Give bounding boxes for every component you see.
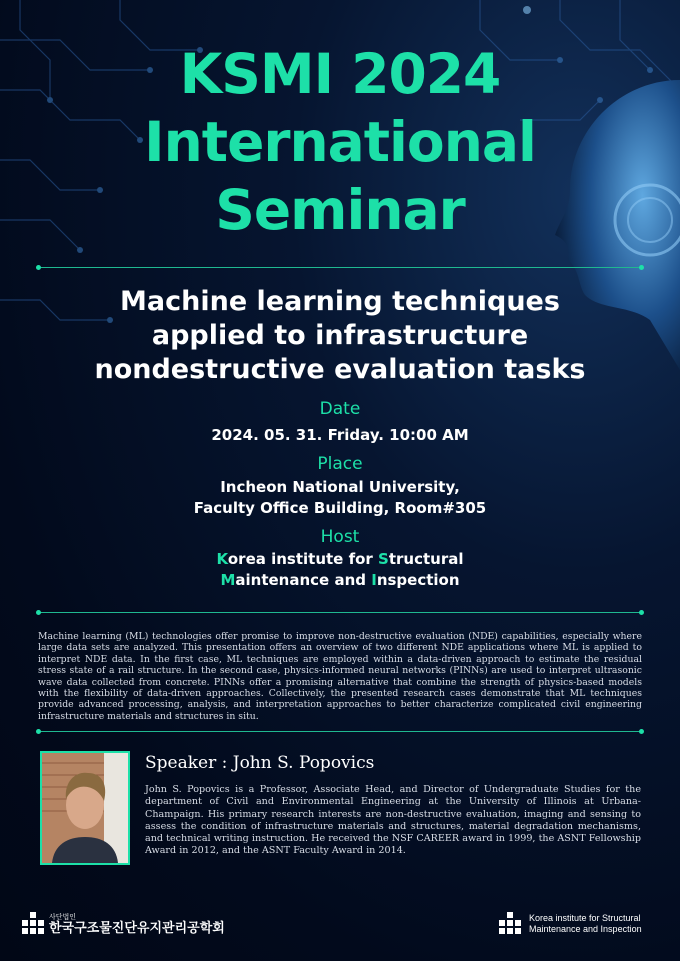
- ksmi-logo-icon: [22, 912, 46, 936]
- footer-korean-name: 한국구조물진단유지관리공학회: [49, 921, 225, 936]
- speaker-heading: Speaker : John S. Popovics: [145, 753, 375, 773]
- footer-english-line-2: Maintenance and Inspection: [529, 924, 642, 934]
- host-line-2: Maintenance and Inspection: [220, 571, 460, 589]
- talk-title-line-1: Machine learning techniques: [120, 286, 560, 317]
- place-line-2: Faculty Office Building, Room#305: [193, 499, 487, 517]
- date-value: 2024. 05. 31. Friday. 10:00 AM: [211, 426, 469, 444]
- title-line-1: KSMI 2024: [179, 42, 501, 106]
- host-value: [0, 549, 680, 591]
- place-value: [0, 477, 680, 519]
- seminar-title: [0, 40, 680, 244]
- host-label: Host: [320, 527, 360, 547]
- footer-korean-prefix: 사단법인: [49, 913, 77, 921]
- talk-title-line-2: applied to infrastructure: [151, 320, 529, 351]
- host-line-1: Korea institute for Structural: [216, 550, 464, 568]
- footer-logo-english: [499, 912, 642, 936]
- title-line-3: Seminar: [215, 178, 465, 242]
- speaker-bio: John S. Popovics is a Professor, Associate Head, and Director of Undergraduate Studies for the department of Civil and Environmental Engineering at the University of Illinois at Urbana-Champaign. His primary research interests are non-destructive evaluation, imaging and sensing to assess the condition of infrastructure materials and structures, material degradation mechanisms, and technical writing instruction. He received the NSF CAREER award in 1999, the ASNT Fellowship Award in 2012, and the ASNT Faculty Award in 2014.: [145, 784, 641, 857]
- speaker-photo: [40, 751, 130, 865]
- divider-middle: [38, 612, 642, 613]
- place-label: Place: [317, 454, 363, 474]
- title-line-2: International: [144, 110, 536, 174]
- talk-title: [0, 285, 680, 387]
- ksmi-logo-icon-right: [499, 912, 523, 936]
- abstract-text: Machine learning (ML) technologies offer promise to improve non-destructive evaluation (NDE) capabilities, especially where large data sets are analyzed. This presentation offers an overview of two different NDE applications where ML is applied to interpret NDE data. In the first case, ML techniques are employed within a data-driven approach to estimate the residual stress state of a rail structure. In the second case, physics-informed neural networks (PINNs) are used to interpret ultrasonic wave data collected from concrete. PINNs offer a promising alternative that combine the strength of physics-based models with the flexibility of data-driven approaches. Collectively, the presented research cases demonstrate that ML techniques provide advanced processing, analysis, and interpretation approaches to better characterize complicated civil engineering infrastructure materials and structures in situ.: [38, 631, 642, 722]
- divider-top: [38, 267, 642, 268]
- footer-english-line-1: Korea institute for Structural: [529, 913, 641, 923]
- footer-logo-korean: [22, 912, 225, 936]
- place-line-1: Incheon National University,: [220, 478, 460, 496]
- talk-title-line-3: nondestructive evaluation tasks: [94, 354, 586, 385]
- divider-lower: [38, 731, 642, 732]
- date-label: Date: [319, 399, 361, 419]
